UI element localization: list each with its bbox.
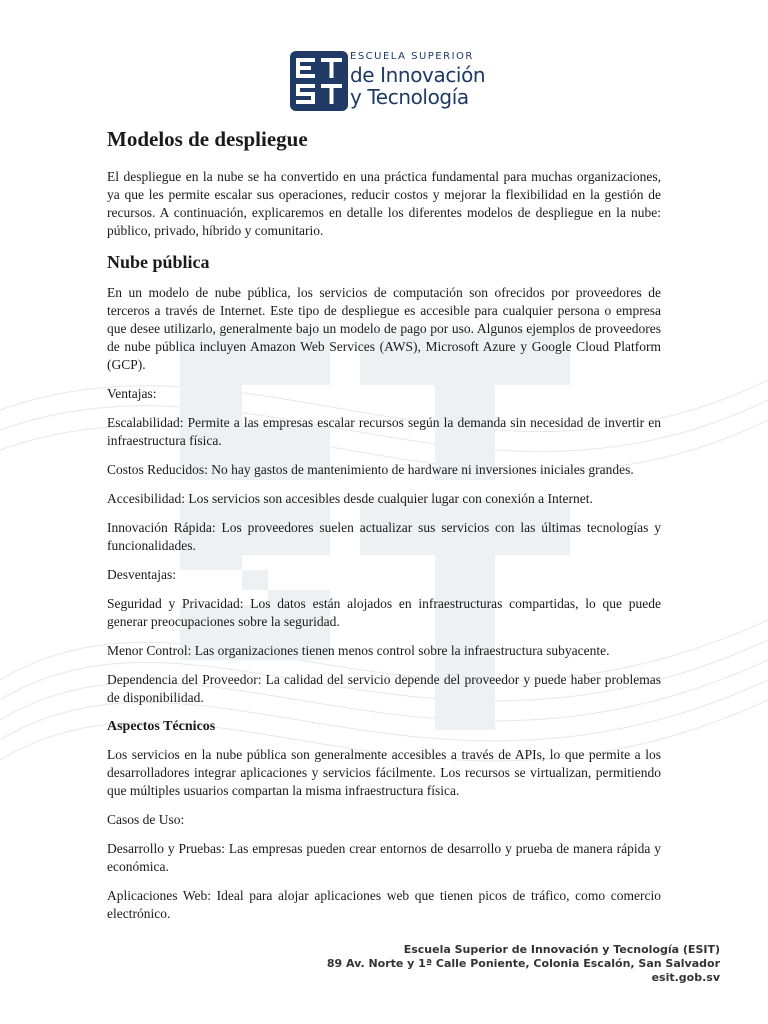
logo-line-1: ESCUELA SUPERIOR xyxy=(350,51,474,62)
logo-line-3: y Tecnología xyxy=(350,85,469,109)
caso-item: Desarrollo y Pruebas: Las empresas pueden crear entornos de desarrollo y prueba de manera rápida y económica. xyxy=(107,841,661,874)
esit-logo-mark-icon xyxy=(290,51,348,111)
desventaja-item: Dependencia del Proveedor: La calidad del servicio depende del proveedor y puede haber problemas de disponibilidad. xyxy=(107,672,661,705)
logo-line-2: de Innovación xyxy=(350,63,486,87)
footer-address: 89 Av. Norte y 1ª Calle Poniente, Colonia Escalón, San Salvador xyxy=(326,957,720,970)
caso-item: Aplicaciones Web: Ideal para alojar aplicaciones web que tienen picos de tráfico, como comercio electrónico. xyxy=(107,888,661,921)
ventaja-item: Escalabilidad: Permite a las empresas escalar recursos según la demanda sin necesidad de invertir en infraestructura física. xyxy=(107,415,661,448)
esit-logo xyxy=(290,51,490,111)
aspectos-paragraph: Los servicios en la nube pública son generalmente accesibles a través de APIs, lo que permite a los desarrolladores integrar aplicaciones y servicios fácilmente. Los recursos se virtualizan, permitiendo que múltiples usuarios compartan la misma infraestructura física. xyxy=(107,747,661,798)
desventaja-item: Menor Control: Las organizaciones tienen menos control sobre la infraestructura subyacente. xyxy=(107,643,610,658)
ventaja-item: Costos Reducidos: No hay gastos de mantenimiento de hardware ni inversiones iniciales grandes. xyxy=(107,462,634,477)
footer-website: esit.gob.sv xyxy=(651,971,720,984)
aspectos-heading: Aspectos Técnicos xyxy=(107,719,216,734)
desventajas-label: Desventajas: xyxy=(107,567,176,582)
page-footer xyxy=(327,943,720,985)
ventajas-label: Ventajas: xyxy=(107,386,157,401)
casos-label: Casos de Uso: xyxy=(107,812,185,827)
ventaja-item: Innovación Rápida: Los proveedores suelen actualizar sus servicios con las últimas tecnologías y funcionalidades. xyxy=(107,520,661,553)
section-description: En un modelo de nube pública, los servicios de computación son ofrecidos por proveedores de terceros a través de Internet. Este tipo de despliegue es accesible para cualquier persona o empresa que desee utilizarlo, generalmente bajo un modelo de pago por uso. Algunos ejemplos de proveedores de nube pública incluyen Amazon Web Services (AWS), Microsoft Azure y Google Cloud Platform (GCP). xyxy=(107,285,661,372)
page-title: Modelos de despliegue xyxy=(107,127,308,151)
section-heading: Nube pública xyxy=(107,252,210,272)
footer-institution: Escuela Superior de Innovación y Tecnología (ESIT) xyxy=(403,943,720,956)
intro-paragraph: El despliegue en la nube se ha convertido en una práctica fundamental para muchas organizaciones, ya que les permite escalar sus operaciones, reducir costos y mejorar la flexibilidad en la gestión de recursos. A continuación, explicaremos en detalle los diferentes modelos de despliegue en la nube: público, privado, híbrido y comunitario. xyxy=(107,169,661,238)
ventaja-item: Accesibilidad: Los servicios son accesibles desde cualquier lugar con conexión a Internet. xyxy=(107,491,593,506)
desventaja-item: Seguridad y Privacidad: Los datos están alojados en infraestructuras compartidas, lo que puede generar preocupaciones sobre la seguridad. xyxy=(107,596,661,629)
document-body xyxy=(107,126,661,934)
